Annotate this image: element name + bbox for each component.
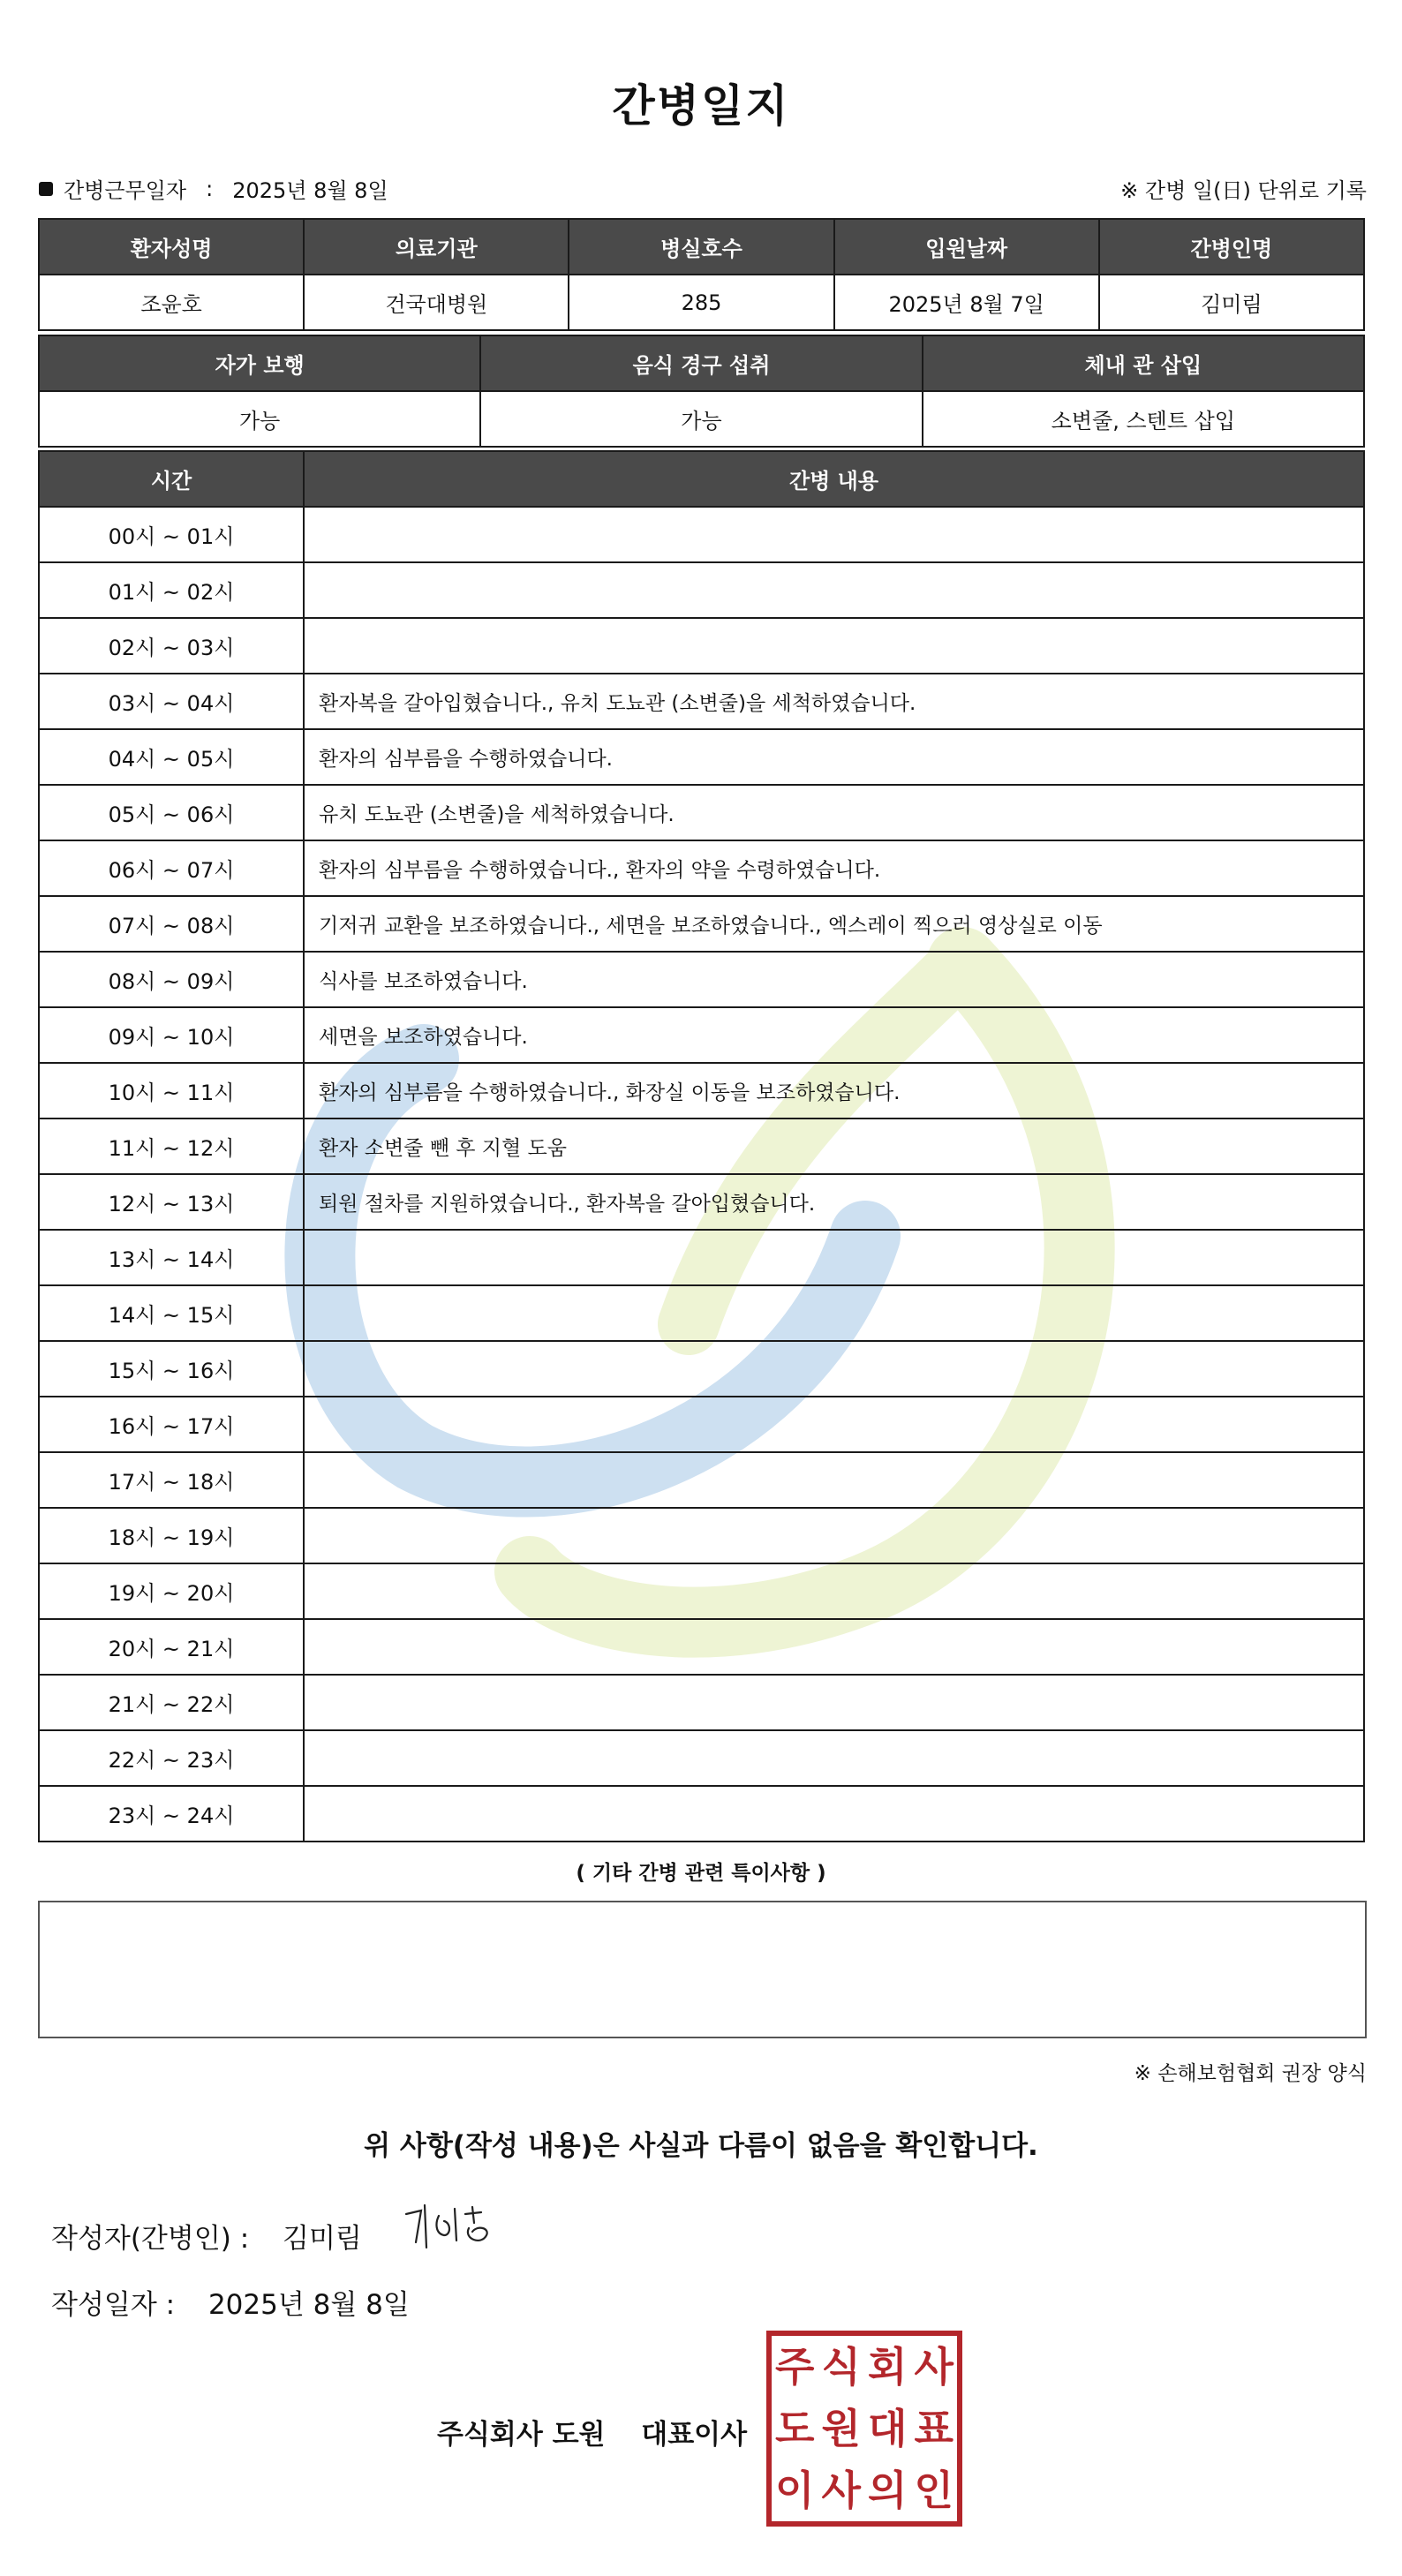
log-row — [39, 562, 1364, 618]
log-time: 17시 ~ 18시 — [39, 1452, 304, 1508]
care-log-table — [38, 450, 1365, 1842]
company-line — [437, 2412, 747, 2452]
log-time: 01시 ~ 02시 — [39, 562, 304, 618]
log-content — [304, 1285, 1364, 1341]
log-content: 환자의 심부름을 수행하였습니다., 환자의 약을 수령하였습니다. — [304, 840, 1364, 896]
log-content — [304, 562, 1364, 618]
log-row — [39, 1397, 1364, 1452]
work-date-label: 간병근무일자 — [64, 178, 187, 203]
log-row — [39, 1675, 1364, 1730]
log-time: 02시 ~ 03시 — [39, 618, 304, 674]
page-title: 간병일지 — [612, 80, 790, 132]
written-date-value: 2025년 8월 8일 — [207, 2289, 410, 2321]
info-header: 환자성명 — [39, 219, 304, 275]
log-row — [39, 1563, 1364, 1619]
company-role: 대표이사 — [641, 2419, 748, 2451]
handwritten-signature — [402, 2196, 516, 2258]
log-time: 08시 ~ 09시 — [39, 952, 304, 1007]
status-header: 체내 관 삽입 — [923, 335, 1364, 391]
log-row — [39, 1786, 1364, 1842]
log-time: 23시 ~ 24시 — [39, 1786, 304, 1842]
info-header: 병실호수 — [569, 219, 833, 275]
walking-status: 가능 — [39, 391, 480, 447]
log-content — [304, 1619, 1364, 1675]
log-row — [39, 1285, 1364, 1341]
oral-intake-status: 가능 — [480, 391, 922, 447]
seal-char: 사 — [914, 2343, 954, 2391]
log-time: 18시 ~ 19시 — [39, 1508, 304, 1563]
log-header-content: 간병 내용 — [304, 451, 1364, 507]
seal-char: 회 — [868, 2343, 908, 2391]
work-date-line — [39, 173, 388, 204]
status-header: 자가 보행 — [39, 335, 480, 391]
log-content — [304, 1397, 1364, 1452]
seal-char: 이 — [775, 2467, 815, 2514]
log-time: 00시 ~ 01시 — [39, 507, 304, 562]
bullet-icon — [39, 182, 53, 196]
work-date-sep: : — [206, 176, 214, 201]
confirmation-statement: 위 사항(작성 내용)은 사실과 다름이 없음을 확인합니다. — [364, 2130, 1038, 2162]
log-row — [39, 1452, 1364, 1508]
log-content: 유치 도뇨관 (소변줄)을 세척하였습니다. — [304, 785, 1364, 840]
form-source-note: ※ 손해보험협회 권장 양식 — [1134, 2062, 1367, 2085]
log-time: 19시 ~ 20시 — [39, 1563, 304, 1619]
log-time: 10시 ~ 11시 — [39, 1063, 304, 1119]
company-seal — [766, 2331, 962, 2527]
seal-char: 식 — [821, 2343, 861, 2391]
log-row — [39, 1619, 1364, 1675]
log-row — [39, 1119, 1364, 1174]
log-content: 퇴원 절차를 지원하였습니다., 환자복을 갈아입혔습니다. — [304, 1174, 1364, 1230]
log-time: 03시 ~ 04시 — [39, 674, 304, 729]
seal-char: 원 — [821, 2405, 861, 2452]
log-row — [39, 507, 1364, 562]
log-content — [304, 1730, 1364, 1786]
log-time: 20시 ~ 21시 — [39, 1619, 304, 1675]
log-content — [304, 1341, 1364, 1397]
log-content — [304, 1230, 1364, 1285]
log-row — [39, 1174, 1364, 1230]
writer-label: 작성자(간병인) : — [51, 2223, 250, 2255]
tube-insertion-status: 소변줄, 스텐트 삽입 — [923, 391, 1364, 447]
log-content — [304, 1786, 1364, 1842]
log-row — [39, 1007, 1364, 1063]
written-date-line — [51, 2282, 410, 2322]
patient-info-table — [38, 218, 1365, 331]
log-row — [39, 729, 1364, 785]
log-content — [304, 618, 1364, 674]
work-date-value: 2025년 8월 8일 — [232, 178, 388, 203]
log-header-time: 시간 — [39, 451, 304, 507]
log-time: 13시 ~ 14시 — [39, 1230, 304, 1285]
log-time: 06시 ~ 07시 — [39, 840, 304, 896]
patient-status-table — [38, 335, 1365, 448]
log-content — [304, 1675, 1364, 1730]
log-time: 09시 ~ 10시 — [39, 1007, 304, 1063]
log-content: 세면을 보조하였습니다. — [304, 1007, 1364, 1063]
log-time: 22시 ~ 23시 — [39, 1730, 304, 1786]
log-content — [304, 1563, 1364, 1619]
log-time: 11시 ~ 12시 — [39, 1119, 304, 1174]
log-row — [39, 618, 1364, 674]
log-time: 21시 ~ 22시 — [39, 1675, 304, 1730]
status-header: 음식 경구 섭취 — [480, 335, 922, 391]
info-header: 의료기관 — [304, 219, 569, 275]
seal-char: 표 — [914, 2405, 954, 2452]
log-time: 12시 ~ 13시 — [39, 1174, 304, 1230]
log-time: 16시 ~ 17시 — [39, 1397, 304, 1452]
log-row — [39, 952, 1364, 1007]
log-time: 04시 ~ 05시 — [39, 729, 304, 785]
caregiver-name: 김미림 — [1099, 275, 1364, 330]
log-time: 05시 ~ 06시 — [39, 785, 304, 840]
log-content: 기저귀 교환을 보조하였습니다., 세면을 보조하였습니다., 엑스레이 찍으러 영상실로 이동 — [304, 896, 1364, 952]
writer-line — [51, 2216, 362, 2256]
log-row — [39, 1230, 1364, 1285]
log-row — [39, 1063, 1364, 1119]
log-row — [39, 896, 1364, 952]
log-time: 15시 ~ 16시 — [39, 1341, 304, 1397]
log-content: 환자 소변줄 뺀 후 지혈 도움 — [304, 1119, 1364, 1174]
seal-char: 대 — [868, 2405, 908, 2452]
log-row — [39, 1730, 1364, 1786]
company-name: 주식회사 도원 — [437, 2419, 606, 2451]
log-content: 식사를 보조하였습니다. — [304, 952, 1364, 1007]
admission-date: 2025년 8월 7일 — [834, 275, 1099, 330]
log-time: 07시 ~ 08시 — [39, 896, 304, 952]
hospital-name: 건국대병원 — [304, 275, 569, 330]
special-notes-box — [38, 1901, 1367, 2038]
record-unit-note: ※ 간병 일(日) 단위로 기록 — [1120, 178, 1367, 203]
seal-char: 인 — [914, 2467, 954, 2514]
log-row — [39, 1341, 1364, 1397]
log-row — [39, 1508, 1364, 1563]
log-content: 환자복을 갈아입혔습니다., 유치 도뇨관 (소변줄)을 세척하였습니다. — [304, 674, 1364, 729]
special-notes-title: ( 기타 간병 관련 특이사항 ) — [576, 1862, 826, 1885]
room-number: 285 — [569, 275, 833, 330]
log-content: 환자의 심부름을 수행하였습니다., 화장실 이동을 보조하였습니다. — [304, 1063, 1364, 1119]
written-date-label: 작성일자 : — [51, 2289, 176, 2321]
patient-name: 조윤호 — [39, 275, 304, 330]
seal-char: 사 — [821, 2467, 861, 2514]
log-row — [39, 785, 1364, 840]
writer-name: 김미림 — [283, 2223, 362, 2255]
info-header: 간병인명 — [1099, 219, 1364, 275]
log-content: 환자의 심부름을 수행하였습니다. — [304, 729, 1364, 785]
log-row — [39, 840, 1364, 896]
info-header: 입원날짜 — [834, 219, 1099, 275]
seal-char: 도 — [775, 2405, 815, 2452]
log-content — [304, 1508, 1364, 1563]
seal-char: 의 — [868, 2467, 908, 2514]
log-time: 14시 ~ 15시 — [39, 1285, 304, 1341]
log-row — [39, 674, 1364, 729]
log-content — [304, 507, 1364, 562]
seal-char: 주 — [775, 2343, 815, 2391]
log-content — [304, 1452, 1364, 1508]
